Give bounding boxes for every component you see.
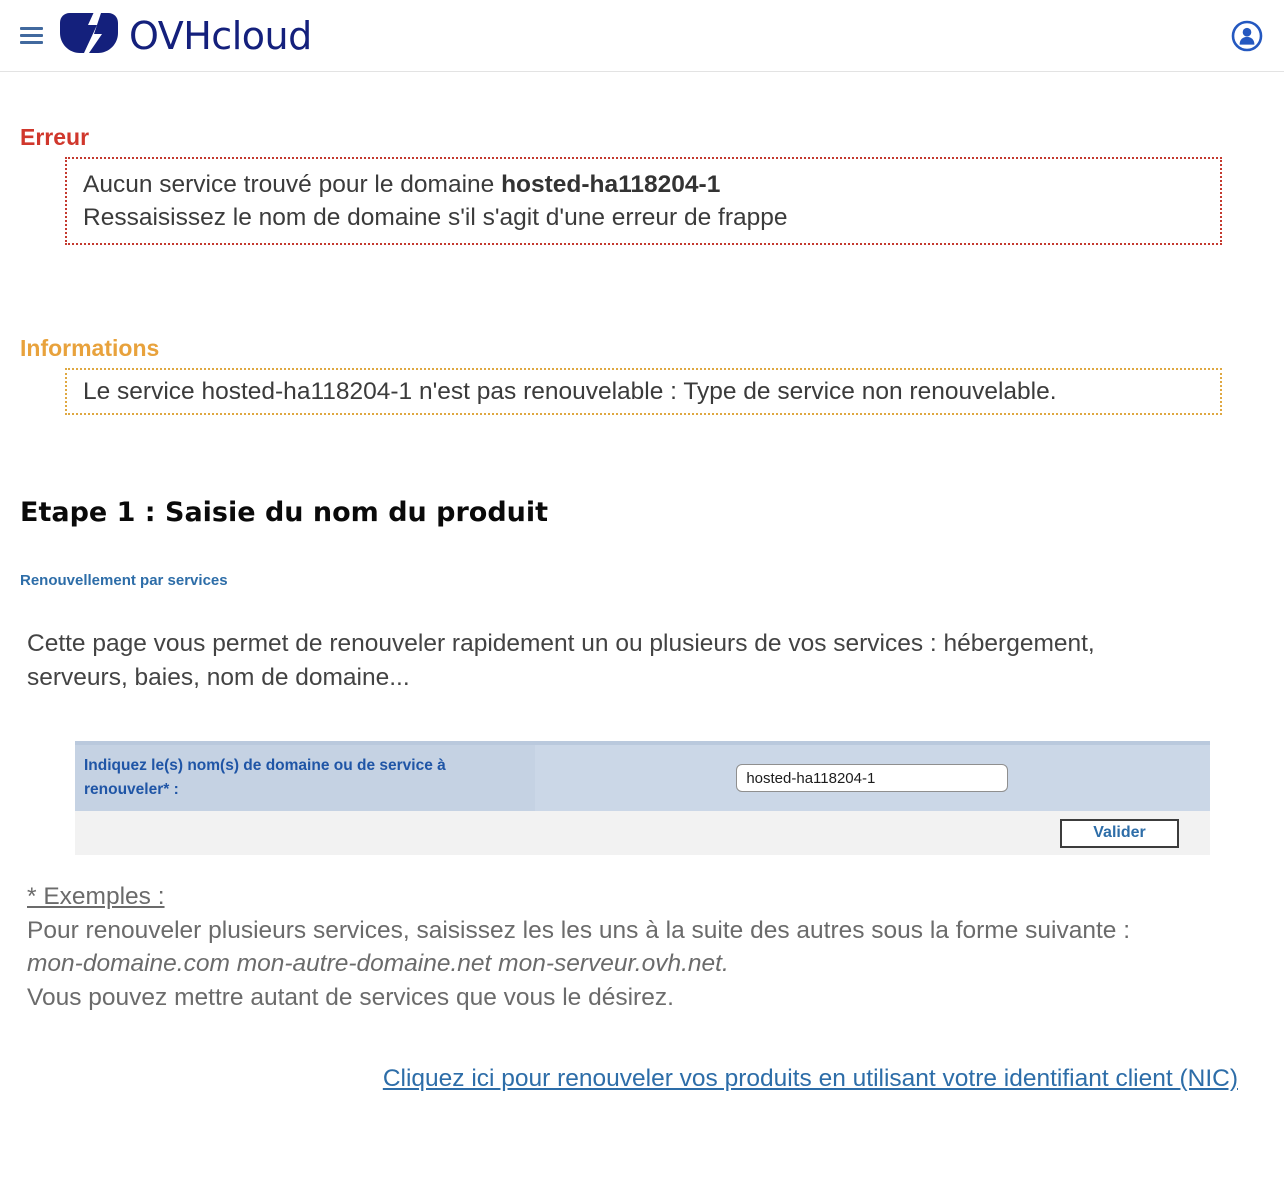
examples-line-2: mon-domaine.com mon-autre-domaine.net mon-serveur.ovh.net. — [27, 950, 729, 977]
domain-input[interactable] — [736, 764, 1008, 792]
valider-button[interactable]: Valider — [1060, 819, 1179, 848]
step-title: Etape 1 : Saisie du nom du produit — [20, 497, 549, 528]
ovhcloud-logo-icon — [58, 11, 120, 60]
nic-link-container — [20, 1065, 1264, 1093]
info-message: Le service hosted-ha118204-1 n'est pas renouvelable : Type de service non renouvelable. — [83, 378, 1057, 405]
error-section-title: Erreur — [20, 124, 90, 150]
domain-input-label: Indiquez le(s) nom(s) de domaine ou de service à renouveler* : — [75, 745, 535, 811]
examples-line-3: Vous pouvez mettre autant de services que vous le désirez. — [27, 983, 674, 1011]
top-navbar — [0, 0, 1284, 72]
renewal-by-services-label: Renouvellement par services — [20, 572, 228, 589]
error-line-1-text: Aucun service trouvé pour le domaine — [83, 171, 502, 198]
form-input-row — [75, 741, 1210, 811]
ovhcloud-logo[interactable] — [58, 11, 312, 60]
info-message-box — [65, 368, 1222, 415]
hamburger-menu-icon[interactable] — [20, 27, 43, 44]
renew-by-nic-link[interactable]: Cliquez ici pour renouveler vos produits en utilisant votre identifiant client (NIC) — [382, 1065, 1238, 1092]
main-content — [0, 124, 1284, 1093]
examples-line-1: Pour renouveler plusieurs services, saisissez les les uns à la suite des autres sous la forme suivante : — [27, 916, 1131, 944]
error-message-box — [65, 157, 1222, 245]
domain-input-cell — [535, 745, 1210, 811]
error-domain-name: hosted-ha118204-1 — [501, 171, 721, 198]
renewal-form — [75, 741, 1210, 855]
account-icon[interactable] — [1230, 19, 1264, 53]
page-description: Cette page vous permet de renouveler rapidement un ou plusieurs de vos services : hébergement, serveurs, baies, nom de domaine... — [27, 630, 1095, 691]
brand-wordmark: OVHcloud — [129, 13, 312, 58]
examples-title: * Exemples : — [27, 883, 165, 910]
error-line-1 — [83, 168, 1204, 201]
error-line-2: Ressaisissez le nom de domaine s'il s'agit d'une erreur de frappe — [83, 204, 788, 231]
examples-block — [20, 880, 1264, 1014]
info-section-title: Informations — [20, 335, 160, 361]
form-action-row — [75, 811, 1210, 855]
